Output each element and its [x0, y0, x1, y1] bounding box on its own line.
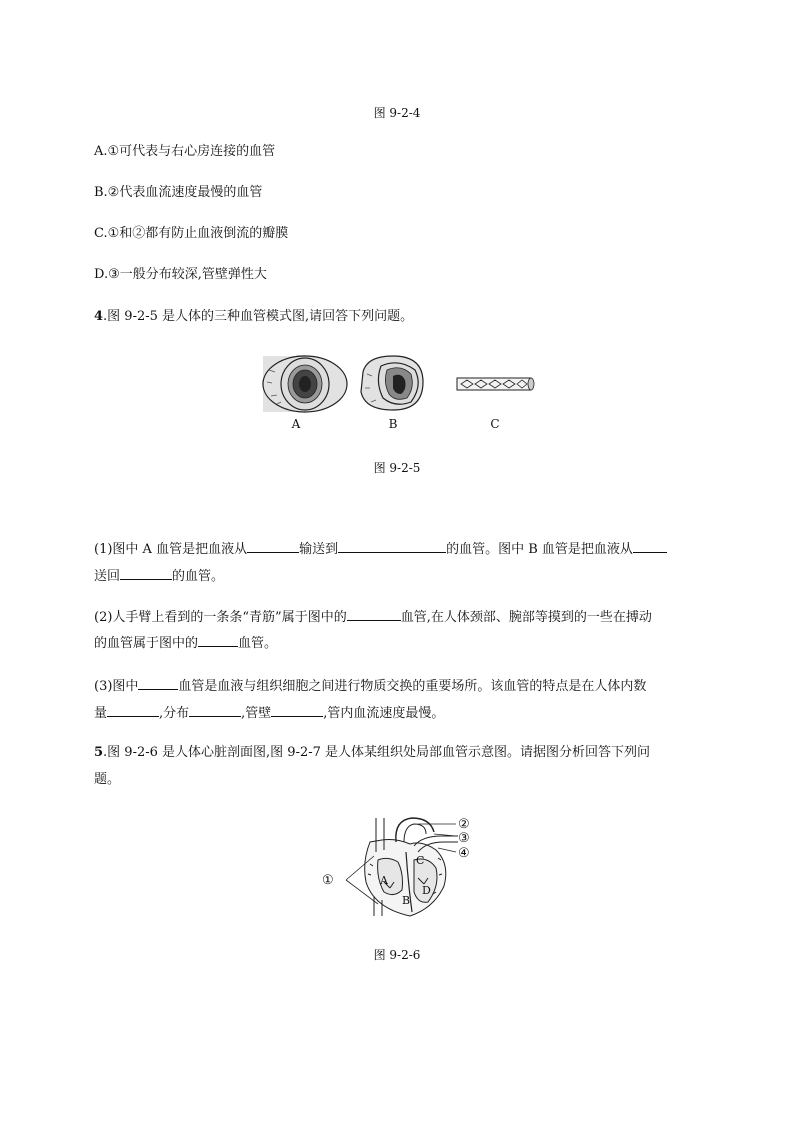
heart-label-4: ④ [458, 846, 470, 861]
figure-caption-9-2-5: 图 9-2-5 [373, 461, 421, 475]
vessel-b-vein-illustration [361, 356, 423, 410]
q4-part3-text: (3)图中 [94, 679, 139, 694]
heart-label-3: ③ [458, 831, 470, 846]
q4-part2-text: 血管,在人体颈部、腕部等摸到的一些在搏动 [400, 610, 652, 625]
q4-part1-text: 的血管。 [172, 569, 225, 584]
q4-part3-text: 量 [94, 706, 108, 721]
heart-chamber-b: B [402, 894, 411, 907]
option-d: D.③一般分布较深,管壁弹性大 [94, 267, 267, 282]
answer-blank[interactable] [347, 607, 401, 621]
heart-chamber-c: C [416, 854, 425, 867]
figure-label-b: B [388, 417, 398, 431]
q4-part1-line2 [94, 566, 224, 586]
question-number: 4 [94, 309, 104, 324]
q4-part1-text: 送回 [94, 569, 121, 584]
q4-part2-text: (2)人手臂上看到的一条条“青筋”属于图中的 [94, 610, 347, 625]
option-c: C.①和②都有防止血液倒流的瓣膜 [94, 226, 289, 241]
question-4-stem [94, 308, 413, 326]
answer-blank[interactable] [271, 703, 323, 717]
heart-illustration [365, 818, 458, 916]
q4-part3-text: ,分布 [159, 706, 190, 721]
q4-part3-line1 [94, 676, 646, 696]
q4-part3-text: 血管是血液与组织细胞之间进行物质交换的重要场所。该血管的特点是在人体内数 [178, 679, 647, 694]
heart-label-1: ① [322, 873, 334, 888]
q4-part3-text: ,管壁 [241, 706, 272, 721]
q4-part2-text: 的血管属于图中的 [94, 636, 199, 651]
vessel-a-artery-illustration [263, 356, 347, 412]
answer-blank[interactable] [189, 703, 241, 717]
q4-part2-line1 [94, 607, 652, 627]
heart-label-2: ② [458, 817, 470, 832]
question-5-stem-line1 [94, 744, 650, 762]
question-number: 5 [94, 745, 104, 760]
figure-label-a: A [291, 417, 301, 431]
answer-blank[interactable] [138, 676, 178, 690]
q4-part3-line2 [94, 703, 444, 723]
q4-part2-text: 血管。 [238, 636, 278, 651]
vessel-c-capillary-illustration [457, 378, 534, 390]
heart-chamber-d: D [422, 884, 431, 897]
answer-blank[interactable] [247, 539, 299, 553]
q4-part1-text: 的血管。图中 B 血管是把血液从 [446, 542, 633, 557]
answer-blank[interactable] [338, 539, 446, 553]
q4-part1-text: 输送到 [299, 542, 339, 557]
figure-caption-9-2-6: 图 9-2-6 [373, 948, 421, 962]
answer-blank[interactable] [120, 566, 172, 580]
q4-part3-text: ,管内血流速度最慢。 [323, 706, 445, 721]
q4-part1-line1 [94, 539, 667, 559]
figure-caption-9-2-4: 图 9-2-4 [373, 106, 421, 120]
answer-blank[interactable] [633, 539, 667, 553]
blood-vessel-models-figure [255, 352, 545, 414]
heart-section-figure [318, 812, 483, 924]
heart-chamber-a: A [380, 874, 388, 887]
figure-label-c: C [490, 417, 500, 431]
option-b: B.②代表血流速度最慢的血管 [94, 185, 263, 200]
question-5-stem-line2: 题。 [94, 772, 121, 787]
option-a: A.①可代表与右心房连接的血管 [94, 144, 276, 159]
q4-part2-line2 [94, 633, 277, 653]
q4-part1-text: (1)图中 A 血管是把血液从 [94, 542, 248, 557]
answer-blank[interactable] [107, 703, 159, 717]
question-stem: .图 9-2-5 是人体的三种血管模式图,请回答下列问题。 [103, 309, 414, 324]
answer-blank[interactable] [198, 633, 238, 647]
question-stem: .图 9-2-6 是人体心脏剖面图,图 9-2-7 是人体某组织处局部血管示意图。请据图分析回答下列问 [103, 745, 651, 760]
